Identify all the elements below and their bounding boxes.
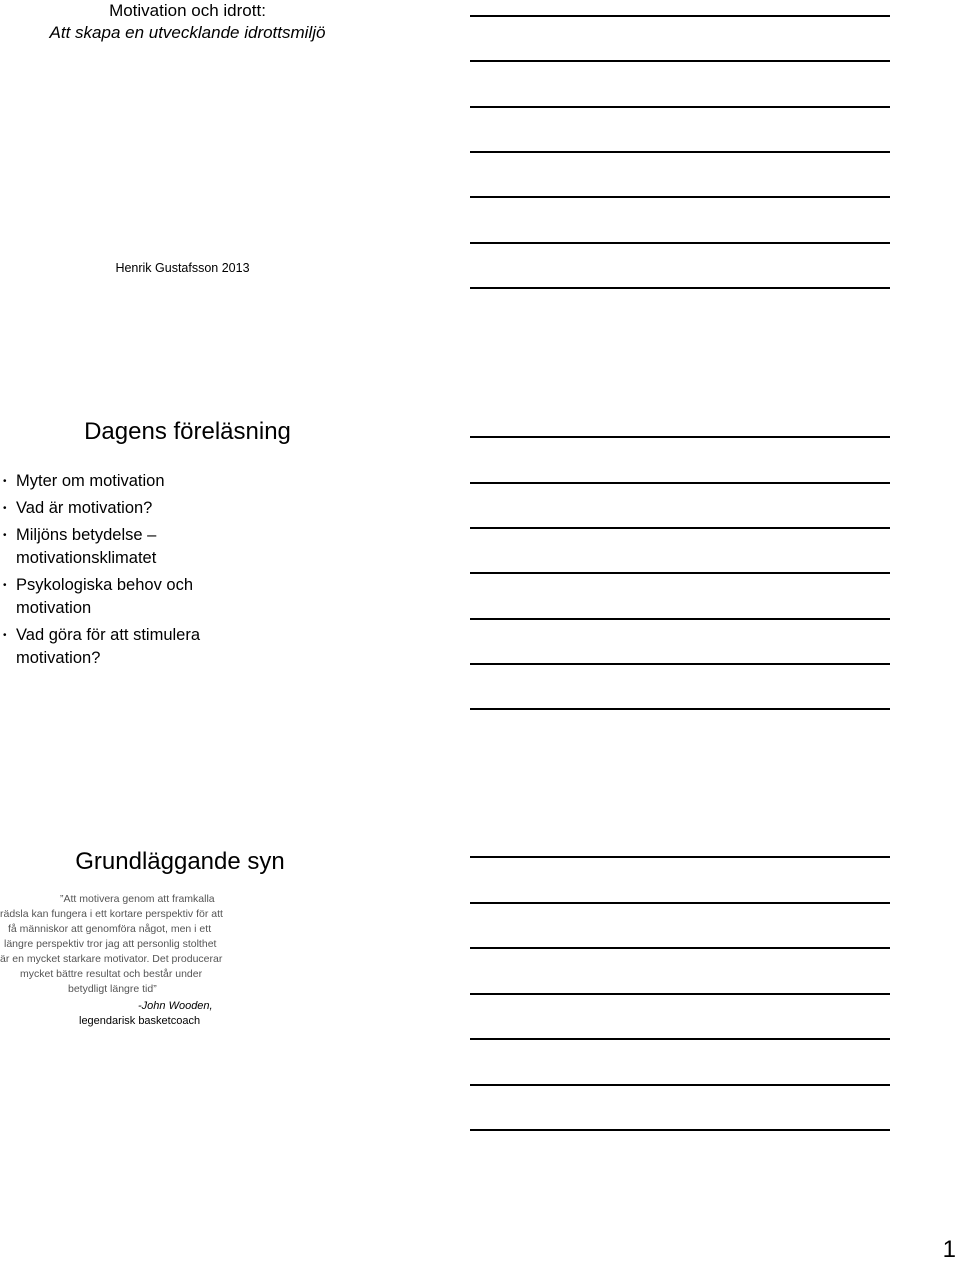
bullet-item <box>0 574 266 620</box>
slide-3-title: Grundläggande syn <box>75 848 285 875</box>
note-line <box>470 242 890 244</box>
quote-line: mycket bättre resultat och består under <box>20 968 203 980</box>
note-line <box>470 287 890 289</box>
quote-attribution <box>0 999 360 1029</box>
note-line <box>470 947 890 949</box>
bullet-text: Vad är motivation? <box>16 499 153 517</box>
note-line <box>470 663 890 665</box>
author-credit: Henrik Gustafsson 2013 <box>115 261 250 275</box>
bullet-dot-icon: • <box>3 530 7 541</box>
bullet-text: Vad göra för att stimulera motivation? <box>16 626 201 667</box>
bullet-dot-icon: • <box>3 503 7 514</box>
bullet-list <box>0 470 266 674</box>
bullet-item <box>0 624 266 670</box>
note-line <box>470 708 890 710</box>
note-line <box>470 151 890 153</box>
note-line <box>470 482 890 484</box>
bullet-dot-icon: • <box>3 630 7 641</box>
slide-2-title: Dagens föreläsning <box>84 418 291 445</box>
note-line <box>470 196 890 198</box>
note-line <box>470 527 890 529</box>
quote-line: betydligt längre tid” <box>68 983 157 995</box>
attribution-role: legendarisk basketcoach <box>79 1015 201 1027</box>
slide-1-title <box>0 0 375 44</box>
slide-1 <box>0 0 360 290</box>
bullet-item <box>0 497 266 520</box>
note-line <box>470 436 890 438</box>
note-line <box>470 618 890 620</box>
bullet-item <box>0 470 266 493</box>
quote-line: få människor att genomföra något, men i ett <box>8 923 212 935</box>
quote-line: rädsla kan fungera i ett kortare perspektiv för att <box>0 908 223 920</box>
slide-3 <box>0 830 360 1030</box>
attribution-name: -John Wooden, <box>138 1000 213 1012</box>
notes-lines-3 <box>470 850 890 1150</box>
note-line <box>470 993 890 995</box>
notes-lines-1 <box>470 0 890 300</box>
page-number: 1 <box>942 1236 956 1263</box>
note-line <box>470 1038 890 1040</box>
bullet-text: Psykologiska behov och motivation <box>16 576 194 617</box>
quote-line: är en mycket starkare motivator. Det producerar <box>0 953 223 965</box>
notes-lines-2 <box>470 420 890 720</box>
bullet-text: Myter om motivation <box>16 472 165 490</box>
note-line <box>470 106 890 108</box>
quote-line: längre perspektiv tror jag att personlig stolthet <box>4 938 217 950</box>
note-line <box>470 1084 890 1086</box>
note-line <box>470 572 890 574</box>
slide-2 <box>0 400 360 700</box>
title-line-2: Att skapa en utvecklande idrottsmiljö <box>49 23 326 42</box>
note-line <box>470 15 890 17</box>
note-line <box>470 902 890 904</box>
note-line <box>470 856 890 858</box>
note-line <box>470 1129 890 1131</box>
note-line <box>470 60 890 62</box>
bullet-text: Miljöns betydelse – motivationsklimatet <box>16 526 157 567</box>
title-line-1: Motivation och idrott: <box>109 1 266 20</box>
bullet-dot-icon: • <box>3 476 7 487</box>
bullet-dot-icon: • <box>3 580 7 591</box>
quote-line: ”Att motivera genom att framkalla <box>60 893 215 905</box>
quote-text <box>0 892 360 997</box>
bullet-item <box>0 524 266 570</box>
